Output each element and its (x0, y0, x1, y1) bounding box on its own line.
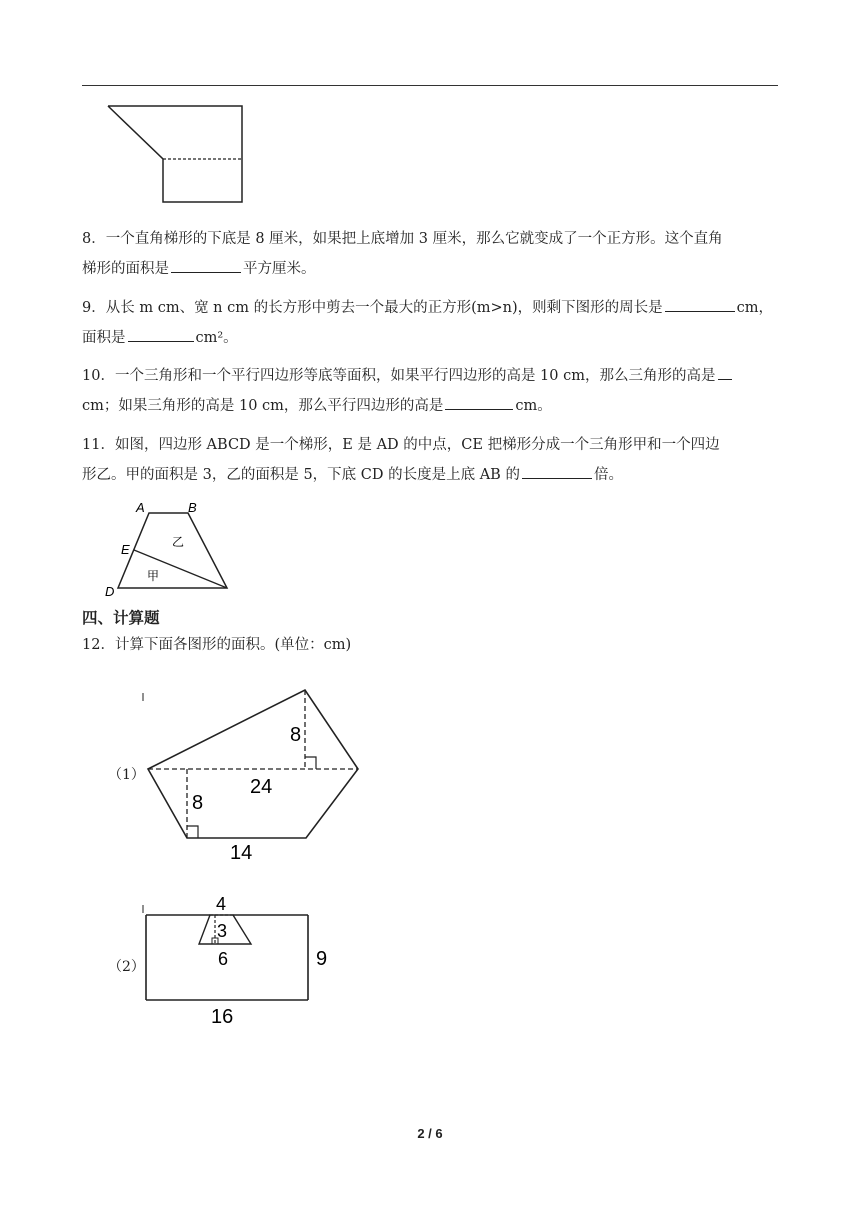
fig1-label-base: 14 (230, 842, 253, 864)
figure-12-1-label: （1） (108, 767, 145, 783)
q11-line2: 形乙。甲的面积是 3，乙的面积是 5，下底 CD 的长度是上底 AB 的 倍。 (82, 460, 782, 490)
q10-triangle-height-blank[interactable] (718, 364, 732, 380)
header-rule (82, 85, 778, 86)
question-10 (82, 361, 782, 421)
figure-12-2-label: （2） (108, 959, 145, 975)
q10-line2: cm；如果三角形的高是 10 cm，那么平行四边形的高是 cm。 (82, 391, 782, 421)
label-B: B (188, 500, 197, 515)
label-A: A (136, 500, 145, 515)
figure-q7 (100, 100, 250, 205)
fig2-label-top: 4 (216, 894, 227, 914)
q10-parallelogram-height-blank[interactable] (445, 394, 513, 410)
question-11 (82, 430, 782, 490)
fig2-label-bottom: 16 (211, 1006, 234, 1028)
label-yi: 乙 (172, 535, 185, 549)
fig2-label-side: 9 (316, 948, 328, 970)
fig2-label-height: 3 (217, 921, 228, 941)
q9-perimeter-blank[interactable] (665, 296, 735, 312)
figure-12-1 (140, 685, 370, 865)
fig1-label-diagonal: 24 (250, 776, 273, 798)
q8-line1: 8．一个直角梯形的下底是 8 厘米，如果把上底增加 3 厘米，那么它就变成了一个正方形。这个直角 (82, 231, 723, 247)
fig1-label-top-height: 8 (290, 724, 302, 746)
q8-answer-blank[interactable] (171, 257, 241, 273)
fig2-label-inner-base: 6 (218, 949, 229, 969)
q11-line1: 11．如图，四边形 ABCD 是一个梯形，E 是 AD 的中点，CE 把梯形分成一个三角形甲和一个四边 (82, 437, 720, 453)
page-number: 2 / 6 (417, 1126, 443, 1141)
label-E: E (121, 542, 130, 557)
label-jia: 甲 (147, 569, 160, 583)
q11-answer-blank[interactable] (522, 463, 592, 479)
q9-line1: 9．从长 m cm、宽 n cm 的长方形中剪去一个最大的正方形(m>n)，则剩下图形的周长是 cm， (82, 293, 782, 323)
question-8 (82, 224, 782, 284)
label-D: D (105, 584, 115, 599)
q9-area-blank[interactable] (128, 326, 194, 342)
q10-line1: 10．一个三角形和一个平行四边形等底等面积，如果平行四边形的高是 10 cm，那么三角形的高是 (82, 361, 782, 391)
q9-line2: 面积是 cm²。 (82, 323, 782, 353)
figure-12-2 (140, 893, 340, 1028)
fig1-label-bottom-height: 8 (192, 792, 204, 814)
figure-q11-trapezoid (100, 496, 240, 600)
q8-line2: 梯形的面积是 平方厘米。 (82, 254, 782, 284)
question-9 (82, 293, 782, 353)
question-12: 12．计算下面各图形的面积。(单位：cm) (82, 637, 352, 653)
section-title: 四、计算题 (82, 609, 160, 627)
